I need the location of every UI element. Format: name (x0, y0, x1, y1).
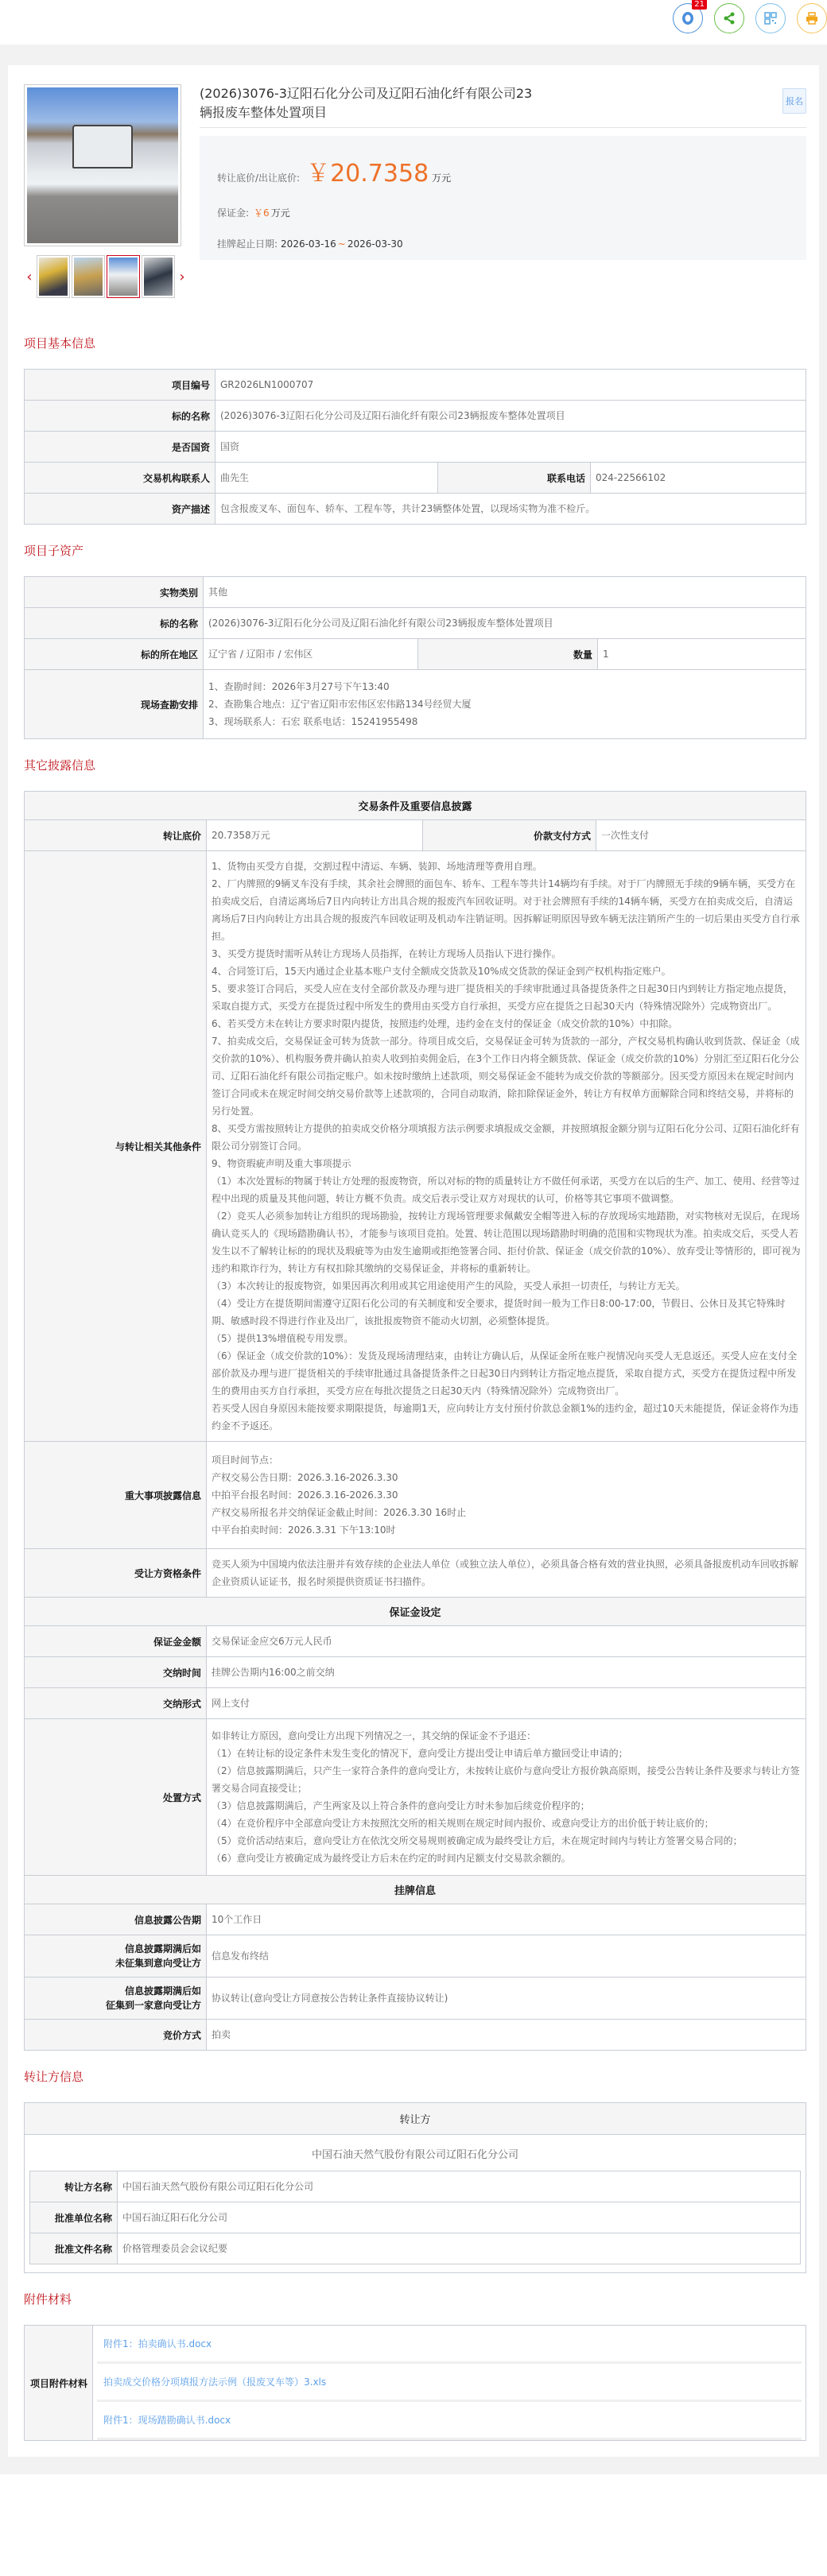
target-name: (2026)3076-3辽阳石化分公司及辽阳石油化纤有限公司23辆报废车整体处置项目 (215, 401, 806, 432)
transferor-panel (24, 2102, 806, 2273)
bid-method: 拍卖 (207, 2020, 806, 2051)
section-title-sub-asset: 项目子资产 (24, 544, 84, 558)
payment-method: 一次性支付 (596, 820, 806, 851)
no-bidder-result: 信息发布终结 (207, 1935, 806, 1978)
eye-icon (681, 11, 695, 25)
disposal-method: 如非转让方原因，意向受让方出现下列情况之一，其交纳的保证金不予退还： （1）在转让标的设定条件未发生变化的情况下，意向受让方提出受让申请后单方撤回受让申请的； （2）信息披露期满后，只产生一家符合条件的意向受让方，未按转让底价与意向受让方报价孰高原则，接受公告转让条件及要求与转让方签署交易合同直接受让； （3）信息披露期满后，产生两家及以上符合条件的意向受让方时未参加后续竞价程序的； （4）在竞价程序中全部意向受让方未按照沈交所的相关规则在规定时间内报价、或意向受让方的出价低于转让底价的； （5）竞价活动结束后，意向受让方在依沈交所交易规则被确定成为最终受让方后，未在规定时间内与转让方签署交易合同的； （6）意向受让方被确定成为最终受让方后未在约定的时间内足额支付交易款余额的。 (207, 1719, 806, 1876)
quantity: 1 (598, 639, 806, 670)
category-label: 实物类别 (25, 577, 204, 608)
one-bidder-result: 协议转让(意向受让方同意按公告转让条件直接协议转让) (207, 1978, 806, 2020)
no-bidder-label: 信息披露期满后如 未征集到意向受让方 (25, 1935, 207, 1978)
gallery-next-arrow-icon[interactable]: › (179, 268, 185, 285)
asset-desc: 包含报废叉车、面包车、轿车、工程车等，共计23辆整体处置，以现场实物为准不检斤。 (215, 494, 806, 525)
attachment-link[interactable]: 拍卖成交价格分项填报方法示例（报废叉车等）3.xls (97, 2364, 802, 2402)
transferor-company: 中国石油天然气股份有限公司辽阳石化分公司 (311, 2149, 518, 2161)
attachments-table (24, 2325, 806, 2441)
price-label: 转让底价/出让底价: (217, 172, 301, 184)
phone-label: 联系电话 (438, 463, 591, 494)
transferor-name: 中国石油天然气股份有限公司辽阳石化分公司 (118, 2171, 801, 2202)
inspection-label: 现场查勘安排 (25, 670, 204, 739)
payment-method-label: 价款支付方式 (423, 820, 596, 851)
disclosure-period-label: 信息披露公告期 (25, 1904, 207, 1935)
attachment-link[interactable]: 附件1：拍卖确认书.docx (97, 2326, 802, 2364)
qrcode-icon (764, 12, 777, 25)
listing-end-date: 2026-03-30 (347, 238, 403, 250)
attachments-label: 项目附件材料 (25, 2326, 93, 2441)
print-icon (806, 12, 818, 25)
deposit-value: ￥6 (254, 207, 270, 219)
project-hero (24, 84, 806, 325)
inspection-arrangement: 1、查勘时间：2026年3月27号下午13:40 2、查勘集合地点：辽宁省辽阳市宏伟区宏伟路134号经贸大厦 3、现场联系人：石宏 联系电话：15241955498 (204, 670, 806, 739)
gallery-thumbnail[interactable] (37, 255, 70, 298)
disclosure-table (24, 791, 806, 2051)
quantity-label: 数量 (418, 639, 598, 670)
transferor-table (29, 2171, 801, 2264)
deposit-unit: 万元 (270, 207, 290, 219)
gallery-thumbnail[interactable] (142, 255, 175, 298)
share-button[interactable] (714, 3, 744, 33)
gallery-prev-arrow-icon[interactable]: ‹ (26, 268, 33, 285)
bid-method-label: 竞价方式 (25, 2020, 207, 2051)
transfer-price: 20.7358万元 (207, 820, 423, 851)
sub-name: (2026)3076-3辽阳石化分公司及辽阳石油化纤有限公司23辆报废车整体处置项目 (204, 608, 806, 639)
listing-info-header: 挂牌信息 (25, 1876, 806, 1904)
section-title-basic: 项目基本信息 (24, 336, 96, 351)
section-title-attachments: 附件材料 (24, 2292, 72, 2307)
approval-doc-label: 批准文件名称 (30, 2233, 118, 2264)
one-bidder-label: 信息披露期满后如 征集到一家意向受让方 (25, 1978, 207, 2020)
asset-desc-label: 资产描述 (25, 494, 215, 525)
contact-phone: 024-22566102 (591, 463, 806, 494)
top-toolbar (0, 0, 827, 45)
listing-start-date: 2026-03-16 (281, 238, 336, 250)
major-disclosure: 项目时间节点： 产权交易公告日期：2026.3.16-2026.3.30 中拍平台报名时间：2026.3.16-2026.3.30 产权交易所报名并交纳保证金截止时间：2026.3.30 16时止 中平台拍卖时间：2026.3.31 下午13:10时 (207, 1442, 806, 1549)
gallery-thumbnail-active[interactable] (107, 255, 140, 298)
deposit-amount-label: 保证金金额 (25, 1626, 207, 1657)
qualification-label: 受让方资格条件 (25, 1549, 207, 1598)
qualification: 竞买人须为中国境内依法注册并有效存续的企业法人单位（或独立法人单位），必须具备合格有效的营业执照，必须具备报废机动车回收拆解企业资质认证证书，报名时须提供资质证书扫描件。 (207, 1549, 806, 1598)
section-title-owner: 转让方信息 (24, 2070, 84, 2084)
transfer-terms: 1、货物由买受方自提，交割过程中清运、车辆、装卸、场地清理等费用自理。 2、厂内牌照的9辆叉车没有手续，其余社会牌照的面包车、轿车、工程车等共计14辆均有手续。对于厂内牌照无手续的9辆车辆，买受方在拍卖成交后，自清运离场后7日内向转让方出具合规的报废汽车回收证明。对于社会牌照有手续的14辆车辆，买受方在拍卖成交后，自清运离场后7日内向转让方出具合规的报废汽车回收证明及机动车注销证明。因拆解证明原因导致车辆无法注销所产生的一切后果由买受方自行承担。 3、买受方提货时需听从转让方现场人员指挥，在转让方现场人员指认下进行操作。 4、合同签订后，15天内通过企业基本账户支付全额成交货款及10%成交货款的保证金到产权机构指定账户。 5、要求签订合同后，买受人应在支付全部价款及办理与进厂提货相关的手续审批通过具备提货条件之日起30日内到转让方指定地点提货，采取自提方式，买受方在提货过程中所发生的费用由买受方自行承担，买受方应在提货之日起30天内（特殊情况除外）完成物资出厂。 6、若买受方未在转让方要求时限内提货，按照违约处理，违约金在支付的保证金（成交价款的10%）中扣除。 7、拍卖成交后，交易保证金可转为货款一部分。待项目成交后，交易保证金可转为货款的一部分，产权交易机构确认收到货款、保证金（成交价款的10%）、机构服务费并确认拍卖人收到拍卖佣金后，在3个工作日内将全额货款、保证金（成交价款的10%）分别汇至辽阳石化分公司、辽阳石油化纤有限公司指定账户。如未按时缴纳上述款项，则交易保证金不能转为成交价款的等额部分。因买受方原因未在规定时间内签订合同或未在规定时间交纳交易价款等上述款项的，合同自动取消，除扣除保证金外，转让方有权单方面解除合同和终结交易，并将标的另行处置。 8、买受方需按照转让方提供的拍卖成交价格分项填报方法示例要求填报成交金额，并按照填报金额分别与辽阳石化分公司、辽阳石油化纤有限公司分别签订合同。 9、物资瑕疵声明及重大事项提示 （1）本次处置标的物属于转让方处理的报废物资，所以对标的物的质量转让方不做任何承诺，买受方在以后的生产、加工、使用、经营等过程中出现的质量及其他问题，转让方概不负责。成交后表示受让双方对现状的认可，价格等其它事项不做调整。 （2）竞买人必须参加转让方组织的现场勘验，按转让方现场管理要求佩戴安全帽等进入标的存放现场实地踏勘，对实物核对无误后，在现场确认竞买人的《现场踏勘确认书》，才能参与该项目竞拍。处置、转让范围以现场踏勘时明确的范围和实物现状为准。拍卖成交后，买受人若发生以不了解转让标的的现状及瑕疵等为由发生逾期或拒绝签署合同、拒付价款、保证金（成交价款的10%）、放弃受让等情形的，即可视为违约和欺诈行为，转让方有权扣除其缴纳的交易保证金，并将标的重新转让。 （3）本次转让的报废物资，如果因再次利用或其它用途使用产生的风险，买受人承担一切责任，与转让方无关。 （4）受让方在提货期间需遵守辽阳石化公司的有关制度和安全要求，提货时间一般为工作日8:00-17:00，节假日、公休日及其它特殊时期、敏感时段不得进行作业及出厂，该批报废物资不能动火切割，必须整体提货。 （5）提供13%增值税专用发票。 （6）保证金（成交价款的10%）：发货及现场清理结束，由转让方确认后，从保证金所在账户视情况向买受人无息返还。买受人应在支付全部价款及办理与进厂提货相关的手续审批通过具备提货条件之日起30日内到转让方指定地点提货，采取自提方式，买受方在提货过程中所发生的费用由买方自行承担，买受方应在每批次提货之日起30天内（特殊情况除外）完成物资出厂。 若买受人因自身原因未能按要求期限提货，每逾期1天，应向转让方支付预付价款总金额1%的违约金，超过10天未能提货，保证金将作为违约金不予返还。 (207, 851, 806, 1442)
project-no: GR2026LN1000707 (215, 370, 806, 401)
date-separator: ~ (337, 238, 346, 250)
contact-person: 曲先生 (215, 463, 438, 494)
view-count-button[interactable] (673, 0, 705, 33)
project-title: (2026)3076-3辽阳石化分公司及辽阳石油化纤有限公司23辆报废车整体处置项目 (200, 86, 533, 120)
image-gallery (24, 84, 188, 298)
major-disclosure-label: 重大事项披露信息 (25, 1442, 207, 1549)
transfer-price-label: 转让底价 (25, 820, 207, 851)
disclosure-header: 交易条件及重要信息披露 (25, 792, 806, 820)
page-footer-space (0, 2474, 827, 2506)
section-title-other: 其它披露信息 (24, 758, 96, 773)
basic-info-table (24, 369, 806, 525)
state-owned-label: 是否国资 (25, 432, 215, 463)
main-photo[interactable] (24, 84, 181, 246)
print-button[interactable] (797, 3, 827, 33)
listing-date-label: 挂牌起止日期: (217, 238, 278, 250)
transferor-name-label: 转让方名称 (30, 2171, 118, 2202)
disposal-label: 处置方式 (25, 1719, 207, 1876)
approver-label: 批准单位名称 (30, 2202, 118, 2233)
target-name-label: 标的名称 (25, 401, 215, 432)
share-icon (722, 11, 736, 25)
view-count-badge: 21 (692, 0, 707, 10)
approver: 中国石油辽阳石化分公司 (118, 2202, 801, 2233)
approval-doc: 价格管理委员会会议纪要 (118, 2233, 801, 2264)
terms-label: 与转让相关其他条件 (25, 851, 207, 1442)
payment-time: 挂牌公告期内16:00之前交纳 (207, 1657, 806, 1688)
state-owned: 国资 (215, 432, 806, 463)
payment-form: 网上支付 (207, 1688, 806, 1719)
payment-time-label: 交纳时间 (25, 1657, 207, 1688)
transferor-header: 转让方 (25, 2103, 806, 2135)
price-unit: 万元 (432, 172, 452, 184)
category: 其他 (204, 577, 806, 608)
qrcode-button[interactable] (755, 3, 786, 33)
contact-label: 交易机构联系人 (25, 463, 215, 494)
sub-name-label: 标的名称 (25, 608, 204, 639)
disclosure-period: 10个工作日 (207, 1904, 806, 1935)
region-label: 标的所在地区 (25, 639, 204, 670)
deposit-label: 保证金: (217, 207, 250, 219)
payment-form-label: 交纳形式 (25, 1688, 207, 1719)
project-no-label: 项目编号 (25, 370, 215, 401)
deposit-settings-header: 保证金设定 (25, 1598, 806, 1626)
attachment-link[interactable]: 附件1：现场踏勘确认书.docx (97, 2402, 802, 2440)
gallery-thumbnail[interactable] (72, 255, 105, 298)
signup-button[interactable]: 报名 (782, 88, 806, 114)
deposit-amount: 交易保证金应交6万元人民币 (207, 1626, 806, 1657)
sub-asset-table (24, 576, 806, 739)
price-value: ￥20.7358 (306, 160, 429, 188)
region: 辽宁省 / 辽阳市 / 宏伟区 (204, 639, 418, 670)
price-panel (200, 136, 806, 260)
